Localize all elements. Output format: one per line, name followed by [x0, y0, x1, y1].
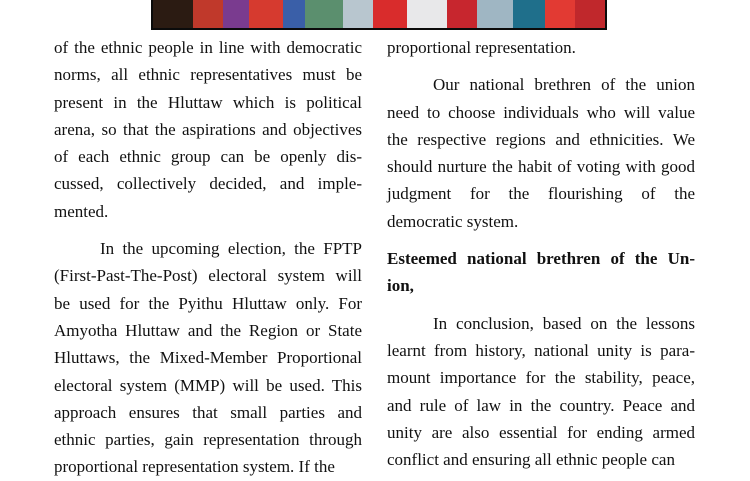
right-column — [387, 34, 695, 473]
left-paragraph-1: of the ethnic people in line with democratic norms, all ethnic representatives must be present in the Hluttaw which is political arena, so that the aspirations and objectives of each ethnic group can be openly dis- cussed, collectively decided, and imple- mented. — [54, 38, 362, 221]
left-column — [54, 34, 362, 481]
right-paragraph-3: In conclusion, based on the lessons learnt from history, national unity is para- mount importance for the stability, peace, and rule of law in the country. Peace and unity are also essential for ending armed conflict and ensuring all ethnic people can — [387, 313, 695, 470]
section-heading: Esteemed national brethren of the Un- ion, — [387, 249, 695, 296]
ethnic-textiles-photo — [151, 0, 607, 30]
right-paragraph-2: Our national brethren of the union need to choose individuals who will value the respective regions and ethnicities. We should nurture the habit of voting with good judgment for the flourishing of the democratic system. — [387, 75, 695, 231]
right-paragraph-1: proportional representation. — [387, 38, 576, 57]
left-paragraph-2: In the upcoming election, the FPTP (First-Past-The-Post) electoral system will be used for the Pyithu Hluttaw only. For Amyotha Hluttaw and the Region or State Hluttaws, the Mixed-Member Proportional electoral system (MMP) will be used. This approach ensures that small parties and ethnic parties, gain representation through proportional representation system. If the — [54, 239, 362, 477]
